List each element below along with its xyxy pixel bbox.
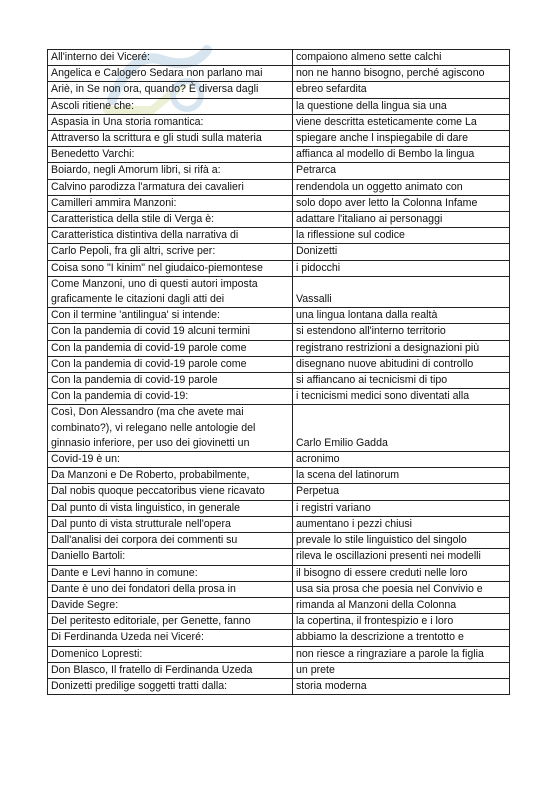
answer-cell: la scena del latinorum — [293, 468, 510, 484]
question-cell: Covid-19 è un: — [48, 452, 293, 468]
table-row — [48, 614, 510, 630]
question-cell: Con la pandemia di covid 19 alcuni termini — [48, 324, 293, 340]
question-cell: Dal punto di vista linguistico, in generale — [48, 500, 293, 516]
answer-cell: si affiancano ai tecnicismi di tipo — [293, 373, 510, 389]
answer-cell: rimanda al Manzoni della Colonna — [293, 597, 510, 613]
question-cell: Di Ferdinanda Uzeda nei Viceré: — [48, 630, 293, 646]
table-row — [48, 308, 510, 324]
answer-cell: adattare l'italiano ai personaggi — [293, 212, 510, 228]
question-cell: Benedetto Varchi: — [48, 147, 293, 163]
answer-cell: la riflessione sul codice — [293, 228, 510, 244]
question-cell: Calvino parodizza l'armatura dei cavalieri — [48, 179, 293, 195]
question-cell: Attraverso la scrittura e gli studi sulla materia — [48, 131, 293, 147]
question-cell: Dal nobis quoque peccatoribus viene ricavato — [48, 484, 293, 500]
question-cell: Dal punto di vista strutturale nell'opera — [48, 516, 293, 532]
answer-cell: registrano restrizioni a designazioni più — [293, 340, 510, 356]
question-cell: Con il termine 'antilingua' si intende: — [48, 308, 293, 324]
question-cell: Dante è uno dei fondatori della prosa in — [48, 581, 293, 597]
question-cell: Boiardo, negli Amorum libri, si rifà a: — [48, 163, 293, 179]
table-row — [48, 597, 510, 613]
answer-cell: la copertina, il frontespizio e i loro — [293, 614, 510, 630]
answer-cell: solo dopo aver letto la Colonna Infame — [293, 195, 510, 211]
table-row — [48, 549, 510, 565]
question-cell: Domenico Lopresti: — [48, 646, 293, 662]
table-row — [48, 163, 510, 179]
answer-cell: disegnano nuove abitudini di controllo — [293, 356, 510, 372]
table-row — [48, 131, 510, 147]
answer-cell: Donizetti — [293, 244, 510, 260]
answer-cell: storia moderna — [293, 678, 510, 694]
table-row — [48, 533, 510, 549]
answer-cell: spiegare anche l inspiegabile di dare — [293, 131, 510, 147]
question-cell: Dante e Levi hanno in comune: — [48, 565, 293, 581]
question-cell: Con la pandemia di covid-19 parole come — [48, 356, 293, 372]
answer-cell: i registri variano — [293, 500, 510, 516]
answer-cell: Petrarca — [293, 163, 510, 179]
table-row — [48, 260, 510, 276]
question-cell: Del peritesto editoriale, per Genette, fanno — [48, 614, 293, 630]
question-cell: Don Blasco, Il fratello di Ferdinanda Uzeda — [48, 662, 293, 678]
question-cell: All'interno dei Viceré: — [48, 50, 293, 66]
question-cell: Con la pandemia di covid-19: — [48, 389, 293, 405]
table-row — [48, 195, 510, 211]
question-cell: Caratteristica della stile di Verga è: — [48, 212, 293, 228]
answer-cell: viene descritta esteticamente come La — [293, 114, 510, 130]
table-row — [48, 212, 510, 228]
question-cell: Davide Segre: — [48, 597, 293, 613]
answer-cell: un prete — [293, 662, 510, 678]
question-cell: Ariè, in Se non ora, quando? È diversa dagli — [48, 82, 293, 98]
answer-cell: Carlo Emilio Gadda — [293, 405, 510, 452]
table-row — [48, 324, 510, 340]
table-row — [48, 50, 510, 66]
table-row — [48, 468, 510, 484]
table-row — [48, 500, 510, 516]
answer-cell: acronimo — [293, 452, 510, 468]
question-cell — [48, 276, 293, 307]
question-line: ginnasio inferiore, per uso dei giovinetti un — [51, 436, 250, 449]
table-row — [48, 373, 510, 389]
question-cell: Con la pandemia di covid-19 parole come — [48, 340, 293, 356]
question-cell: Donizetti predilige soggetti tratti dalla: — [48, 678, 293, 694]
table-row — [48, 356, 510, 372]
answer-cell: la questione della lingua sia una — [293, 98, 510, 114]
table-row — [48, 484, 510, 500]
table-row — [48, 98, 510, 114]
question-cell: Daniello Bartoli: — [48, 549, 293, 565]
answer-cell: una lingua lontana dalla realtà — [293, 308, 510, 324]
question-cell: Ascoli ritiene che: — [48, 98, 293, 114]
answer-cell: compaiono almeno sette calchi — [293, 50, 510, 66]
table-row — [48, 147, 510, 163]
table-row — [48, 276, 510, 307]
answer-cell: usa sia prosa che poesia nel Convivio e — [293, 581, 510, 597]
table-row — [48, 405, 510, 452]
answer-cell: Perpetua — [293, 484, 510, 500]
question-cell: Aspasia in Una storia romantica: — [48, 114, 293, 130]
answer-cell: ebreo sefardita — [293, 82, 510, 98]
quiz-table — [47, 49, 510, 695]
table-row — [48, 179, 510, 195]
answer-cell: rendendola un oggetto animato con — [293, 179, 510, 195]
answer-cell: rileva le oscillazioni presenti nei modelli — [293, 549, 510, 565]
quiz-table-body — [48, 50, 510, 695]
question-cell — [48, 405, 293, 452]
answer-cell: affianca al modello di Bembo la lingua — [293, 147, 510, 163]
table-row — [48, 452, 510, 468]
table-row — [48, 581, 510, 597]
answer-cell: prevale lo stile linguistico del singolo — [293, 533, 510, 549]
table-row — [48, 66, 510, 82]
answer-cell: abbiamo la descrizione a trentotto e — [293, 630, 510, 646]
question-cell: Caratteristica distintiva della narrativa di — [48, 228, 293, 244]
question-cell: Dall'analisi dei corpora dei commenti su — [48, 533, 293, 549]
question-cell: Camilleri ammira Manzoni: — [48, 195, 293, 211]
table-row — [48, 340, 510, 356]
answer-cell: non riesce a ringraziare a parole la figlia — [293, 646, 510, 662]
answer-cell: si estendono all'interno territorio — [293, 324, 510, 340]
question-line: graficamente le citazioni dagli atti dei — [51, 293, 225, 306]
question-cell: Con la pandemia di covid-19 parole — [48, 373, 293, 389]
answer-cell: Vassalli — [293, 276, 510, 307]
answer-cell: i pidocchi — [293, 260, 510, 276]
table-row — [48, 114, 510, 130]
question-line: Così, Don Alessandro (ma che avete mai — [51, 406, 244, 419]
table-row — [48, 516, 510, 532]
answer-cell: aumentano i pezzi chiusi — [293, 516, 510, 532]
table-row — [48, 389, 510, 405]
table-row — [48, 678, 510, 694]
question-cell: Angelica e Calogero Sedara non parlano mai — [48, 66, 293, 82]
table-row — [48, 244, 510, 260]
question-line: combinato?), vi relegano nelle antologie del — [51, 421, 256, 434]
answer-cell: i tecnicismi medici sono diventati alla — [293, 389, 510, 405]
question-cell: Da Manzoni e De Roberto, probabilmente, — [48, 468, 293, 484]
question-cell: Carlo Pepoli, fra gli altri, scrive per: — [48, 244, 293, 260]
answer-cell: non ne hanno bisogno, perché agiscono — [293, 66, 510, 82]
table-row — [48, 228, 510, 244]
question-line: Come Manzoni, uno di questi autori imposta — [51, 277, 258, 290]
table-row — [48, 82, 510, 98]
question-cell: Coisa sono "I kinim" nel giudaico-piemontese — [48, 260, 293, 276]
answer-cell: il bisogno di essere creduti nelle loro — [293, 565, 510, 581]
table-row — [48, 565, 510, 581]
table-row — [48, 630, 510, 646]
table-row — [48, 646, 510, 662]
table-row — [48, 662, 510, 678]
